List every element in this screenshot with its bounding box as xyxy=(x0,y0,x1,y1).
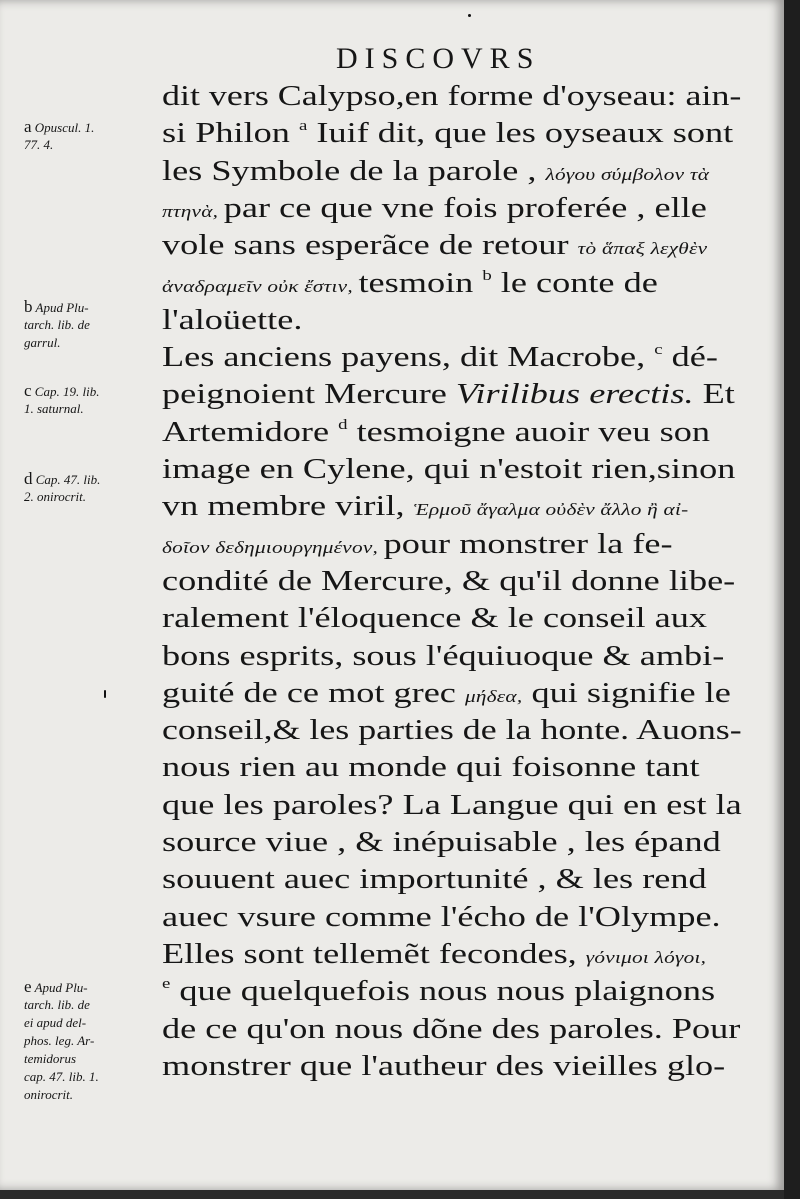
text-line xyxy=(162,115,733,151)
text-span: vole sans esperãce de retour xyxy=(162,229,578,262)
margin-note-text: cap. 47. lib. 1. xyxy=(24,1069,99,1084)
text-span: que quelquefois nous nous plaignons xyxy=(170,975,716,1008)
text-line xyxy=(162,1048,725,1084)
margin-note-text: Cap. 47. lib. xyxy=(35,472,101,487)
greek-text: τὸ ἅπαξ λεχθὲν xyxy=(577,239,708,259)
text-span: souuent auec importunité , & les rend xyxy=(162,863,707,896)
text-line xyxy=(162,302,302,338)
text-span: dit vers Calypso,en forme d'oyseau: ain- xyxy=(162,80,742,112)
text-line xyxy=(162,1011,740,1047)
margin-note-letter: d xyxy=(24,469,33,488)
text-line xyxy=(162,787,742,823)
margin-note-line xyxy=(24,118,94,136)
footnote-marker: e xyxy=(162,976,171,993)
margin-note-line xyxy=(24,382,99,400)
text-span: pour monstrer la fe- xyxy=(383,527,673,560)
text-line xyxy=(162,526,673,566)
text-line xyxy=(162,824,721,860)
ink-speck xyxy=(104,690,106,698)
text-span: les Symbole de la parole , xyxy=(162,154,546,187)
greek-text: δοῖον δεδημιουργημένον, xyxy=(162,537,384,557)
margin-note-text: Opuscul. 1. xyxy=(34,120,95,135)
margin-note-text: Apud Plu- xyxy=(35,300,89,315)
text-span: dé- xyxy=(662,341,718,374)
text-line xyxy=(162,600,707,636)
margin-note-text: 2. onirocrit. xyxy=(24,489,86,504)
text-span: tesmoigne auoir veu son xyxy=(347,415,710,448)
margin-note-line xyxy=(24,400,84,417)
text-span: monstrer que l'autheur des vieilles glo- xyxy=(162,1049,726,1082)
text-line xyxy=(162,376,735,412)
margin-note-text: phos. leg. Ar- xyxy=(24,1033,95,1048)
margin-note-text: Apud Plu- xyxy=(34,980,88,995)
margin-note-line xyxy=(24,1086,73,1103)
text-line xyxy=(162,153,709,193)
text-span: bons esprits, sous l'équiuoque & ambi- xyxy=(162,639,725,672)
text-span: source viue , & inépuisable , les épand xyxy=(162,826,721,858)
text-span: que les paroles? La Langue qui en est la xyxy=(162,788,742,821)
margin-note-line xyxy=(24,1014,86,1031)
text-span: condité de Mercure, & qu'il donne libe- xyxy=(162,564,736,597)
margin-note-line xyxy=(24,996,90,1013)
margin-note-line xyxy=(24,1050,76,1067)
latin-italic-text: Virilibus erectis. xyxy=(455,378,694,411)
margin-note-line xyxy=(24,136,53,153)
text-line xyxy=(162,749,700,785)
margin-note-line xyxy=(24,1068,99,1085)
text-span: ralement l'éloquence & le conseil aux xyxy=(162,602,708,635)
text-line xyxy=(162,488,688,528)
margin-note-line xyxy=(24,488,86,505)
footnote-marker: b xyxy=(482,267,492,284)
text-line xyxy=(162,638,724,674)
text-span: guité de ce mot grec xyxy=(162,676,465,709)
running-header: DISCOVRS xyxy=(336,42,541,75)
margin-note-text: 77. 4. xyxy=(24,137,54,152)
margin-note-letter: a xyxy=(24,117,32,136)
text-line xyxy=(162,227,707,267)
text-span: Les anciens payens, dit Macrobe, xyxy=(162,341,655,374)
text-line xyxy=(162,936,706,976)
greek-text: γόνιμοι λόγοι, xyxy=(585,947,707,967)
margin-note-text: Cap. 19. lib. xyxy=(34,384,100,399)
text-span: l'aloüette. xyxy=(162,303,303,336)
footnote-marker: c xyxy=(654,342,663,359)
text-span: Elles sont tellemẽt fecondes, xyxy=(162,937,586,970)
text-line xyxy=(162,861,707,897)
greek-text: ἀναδραμεῖν οὐκ ἔστιν, xyxy=(162,276,359,296)
text-span: Et xyxy=(693,378,735,411)
margin-note-letter: e xyxy=(24,977,32,996)
text-line xyxy=(162,675,731,715)
margin-note-text: onirocrit. xyxy=(24,1087,73,1102)
margin-note-letter: c xyxy=(24,381,32,400)
footnote-marker: a xyxy=(298,118,308,135)
text-span: de ce qu'on nous dõne des paroles. Pour xyxy=(162,1012,741,1045)
margin-note-letter: b xyxy=(24,297,33,316)
greek-text: λόγου σύμβολον τὰ xyxy=(545,164,710,184)
text-line xyxy=(162,78,741,114)
margin-note-text: garrul. xyxy=(24,335,61,350)
text-span: Artemidore xyxy=(162,415,339,448)
margin-note-line xyxy=(24,470,100,488)
text-span: conseil,& les parties de la honte. Auons- xyxy=(162,714,742,747)
text-line xyxy=(162,563,735,599)
text-span: image en Cylene, qui n'estoit rien,sinon xyxy=(162,453,736,485)
margin-note-line xyxy=(24,298,89,316)
text-line xyxy=(162,451,735,487)
margin-note-line xyxy=(24,316,90,333)
greek-text: πτηνὰ, xyxy=(162,201,224,221)
margin-note-text: tarch. lib. de xyxy=(24,997,90,1012)
margin-note-text: ei apud del- xyxy=(24,1015,87,1030)
page-edge-shadow xyxy=(784,0,800,1199)
footnote-marker: d xyxy=(338,416,348,433)
ink-speck xyxy=(468,14,471,17)
margin-note-text: tarch. lib. de xyxy=(24,317,90,332)
greek-text: Ἑρμοῦ ἄγαλμα οὐδὲν ἄλλο ἢ αἰ- xyxy=(413,500,689,520)
greek-text: μήδεα, xyxy=(464,686,523,706)
margin-note-line xyxy=(24,978,88,996)
text-span: Iuif dit, que les oyseaux sont xyxy=(307,117,734,150)
text-line xyxy=(162,899,721,935)
text-line xyxy=(162,414,710,450)
margin-note-line xyxy=(24,1032,94,1049)
text-line xyxy=(162,712,742,748)
margin-note-text: 1. saturnal. xyxy=(24,401,84,416)
text-span: peignoient Mercure xyxy=(162,378,456,411)
text-span: vn membre viril, xyxy=(162,490,414,523)
text-span: le conte de xyxy=(491,266,658,299)
text-span: qui signifie le xyxy=(522,676,731,709)
text-line xyxy=(162,265,658,305)
text-span: nous rien au monde qui foisonne tant xyxy=(162,751,700,784)
text-span: auec vsure comme l'écho de l'Olympe. xyxy=(162,900,721,933)
text-span: par ce que vne fois proferée , elle xyxy=(223,191,707,224)
text-span: si Philon xyxy=(162,117,299,150)
text-span: tesmoin xyxy=(358,266,483,299)
margin-note-line xyxy=(24,334,60,351)
text-line xyxy=(162,190,707,230)
margin-note-text: temidorus xyxy=(24,1051,76,1066)
text-line xyxy=(162,339,718,375)
text-line xyxy=(162,973,715,1009)
